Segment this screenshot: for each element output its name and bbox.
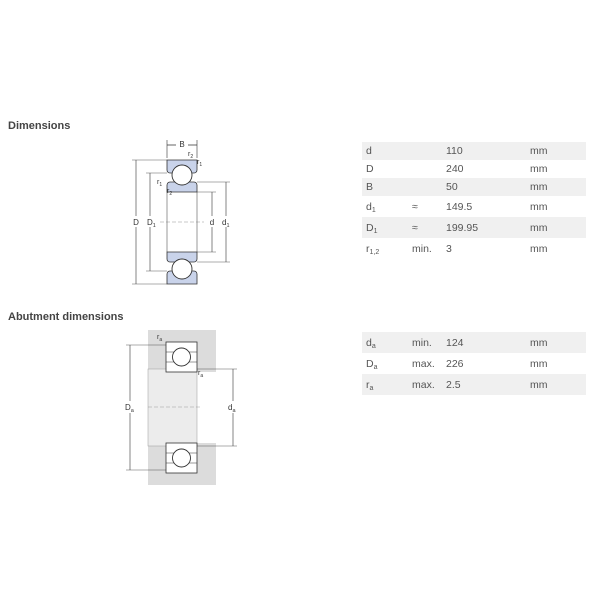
unit: mm: [530, 374, 586, 395]
symbol: $r_{1,2}$: [366, 242, 380, 256]
label-D: D: [133, 218, 139, 227]
ball-top: [173, 348, 191, 366]
dimensions-heading: Dimensions: [8, 120, 71, 132]
label-r1-top: $r_1$: [197, 159, 203, 168]
qualifier: ≈: [412, 200, 418, 213]
bearing-dimensions-diagram: [120, 132, 240, 292]
qualifier: [412, 142, 446, 160]
symbol: $D_1$: [362, 217, 412, 238]
qualifier: max.: [412, 357, 435, 370]
label-Da: $D_a$: [125, 403, 134, 414]
abutment-table: [362, 332, 586, 395]
unit: mm: [530, 332, 586, 353]
table-row: [362, 178, 586, 196]
symbol: D: [366, 163, 374, 175]
value: 240: [446, 163, 464, 175]
value: 3: [446, 242, 452, 255]
symbol: $r_a$: [362, 374, 412, 395]
value: 149.5: [446, 200, 473, 213]
table-row: [362, 353, 586, 374]
unit: mm: [530, 178, 586, 196]
ball-top: [172, 165, 192, 185]
label-r2-top: $r_2$: [188, 151, 194, 160]
symbol: $d_1$: [366, 200, 376, 214]
label-d1: $d_1$: [222, 218, 230, 229]
qualifier: ≈: [412, 217, 446, 238]
table-row: [362, 238, 586, 259]
qualifier: min.: [412, 242, 432, 255]
ball-bottom: [173, 449, 191, 467]
unit: mm: [530, 242, 548, 255]
qualifier: max.: [412, 374, 446, 395]
symbol: B: [362, 178, 412, 196]
abutment-diagram: [120, 325, 250, 490]
label-D1: $D_1$: [147, 218, 156, 229]
ball-bottom: [172, 259, 192, 279]
unit: mm: [530, 217, 586, 238]
label-ra-inner: $r_a$: [198, 370, 204, 379]
value: 2.5: [446, 374, 530, 395]
table-row: [362, 217, 586, 238]
value: 199.95: [446, 217, 530, 238]
symbol: d: [362, 142, 412, 160]
abutment-heading: Abutment dimensions: [8, 311, 124, 323]
unit: mm: [530, 200, 548, 213]
qualifier: [412, 160, 446, 178]
label-r2-inner: $r_2$: [167, 188, 173, 197]
unit: mm: [530, 163, 548, 175]
qualifier: [412, 178, 446, 196]
table-row: [362, 142, 586, 160]
table-row: [362, 332, 586, 353]
label-B: B: [179, 140, 185, 149]
value: 124: [446, 332, 530, 353]
table-row: [362, 374, 586, 395]
dimensions-table: [362, 142, 586, 259]
symbol: $d_a$: [362, 332, 412, 353]
unit: mm: [530, 142, 586, 160]
qualifier: min.: [412, 332, 446, 353]
unit: mm: [530, 357, 548, 370]
shaft: [148, 369, 197, 446]
label-ra-top: $r_a$: [157, 334, 163, 343]
label-r1-left: $r_1$: [157, 179, 163, 188]
symbol: $D_a$: [366, 357, 378, 371]
value: 50: [446, 178, 530, 196]
label-da: $d_a$: [228, 403, 236, 414]
value: 226: [446, 357, 464, 370]
label-d: d: [209, 218, 215, 227]
value: 110: [446, 142, 530, 160]
table-row: [362, 196, 586, 217]
table-row: [362, 160, 586, 178]
